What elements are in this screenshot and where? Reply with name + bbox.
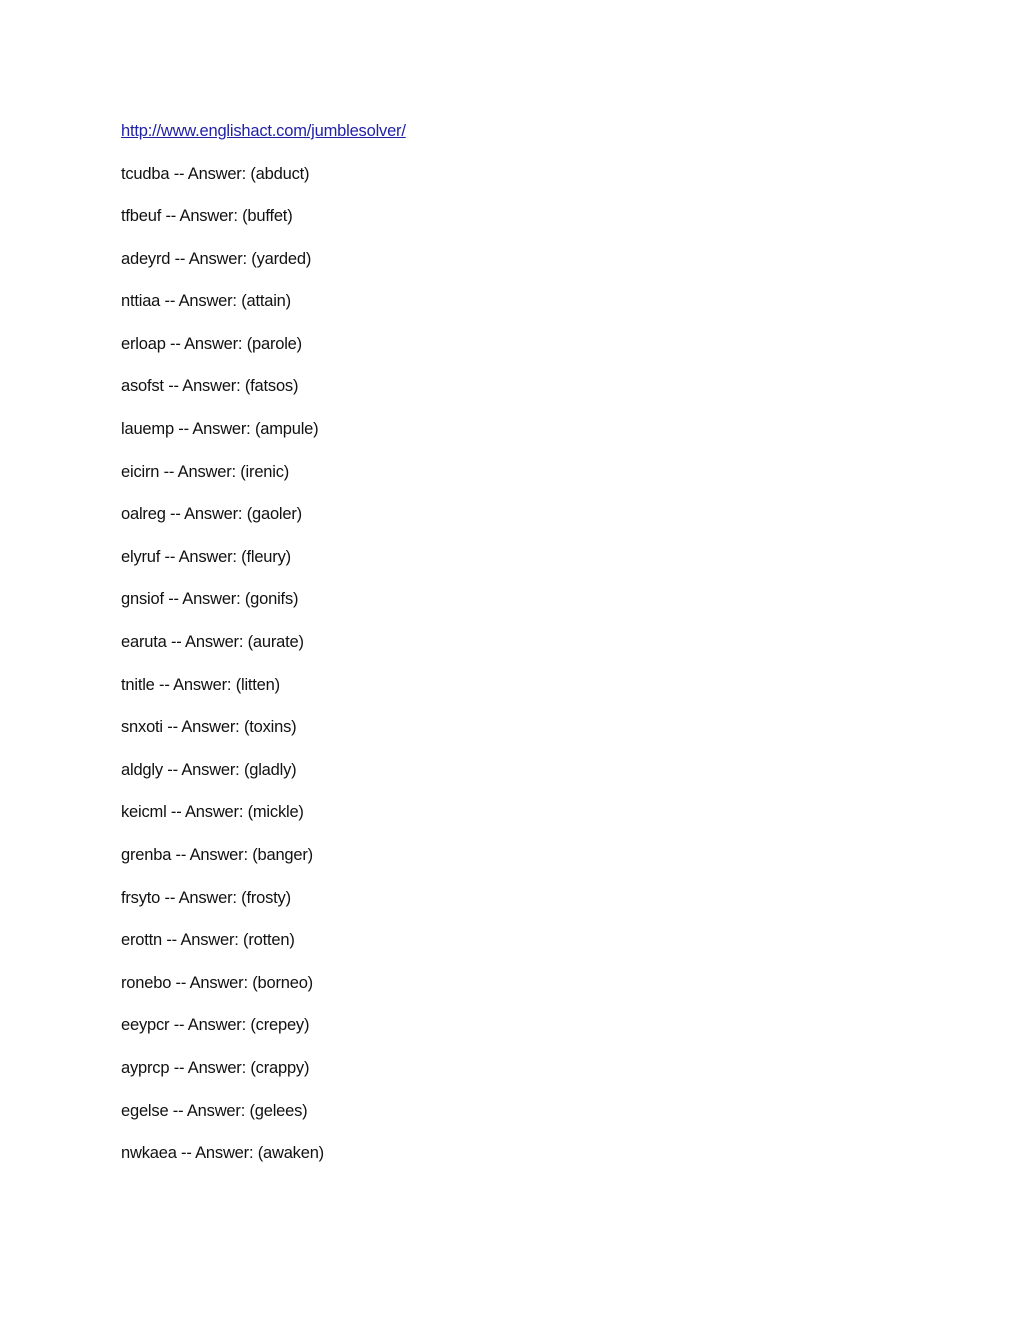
jumble-entry: eeypcr -- Answer: (crepey) [121, 1016, 310, 1035]
jumble-entry: nttiaa -- Answer: (attain) [121, 292, 291, 311]
jumble-solver-link[interactable]: http://www.englishact.com/jumblesolver/ [121, 122, 406, 140]
jumble-entry: keicml -- Answer: (mickle) [121, 803, 304, 822]
jumble-entry: tcudba -- Answer: (abduct) [121, 164, 310, 183]
jumble-entry: gnsiof -- Answer: (gonifs) [121, 590, 299, 609]
jumble-entry: frsyto -- Answer: (frosty) [121, 888, 291, 907]
jumble-entry: erloap -- Answer: (parole) [121, 334, 302, 353]
jumble-entry: nwkaea -- Answer: (awaken) [121, 1144, 324, 1163]
jumble-entry: earuta -- Answer: (aurate) [121, 633, 304, 652]
document-body [121, 118, 921, 1183]
jumble-entry: oalreg -- Answer: (gaoler) [121, 505, 302, 524]
jumble-entry: egelse -- Answer: (gelees) [121, 1101, 308, 1120]
jumble-entry: tnitle -- Answer: (litten) [121, 675, 280, 694]
jumble-entry: grenba -- Answer: (banger) [121, 846, 313, 864]
jumble-entry: tfbeuf -- Answer: (buffet) [121, 207, 293, 226]
jumble-entry: eicirn -- Answer: (irenic) [121, 462, 290, 481]
jumble-entry: adeyrd -- Answer: (yarded) [121, 249, 312, 268]
jumble-entry: elyruf -- Answer: (fleury) [121, 547, 291, 566]
jumble-entry: aldgly -- Answer: (gladly) [121, 760, 297, 779]
jumble-entry: erottn -- Answer: (rotten) [121, 931, 295, 950]
jumble-entry: ronebo -- Answer: (borneo) [121, 973, 313, 992]
jumble-entry: asofst -- Answer: (fatsos) [121, 377, 299, 396]
jumble-entry: ayprcp -- Answer: (crappy) [121, 1058, 310, 1077]
jumble-entry: snxoti -- Answer: (toxins) [121, 718, 297, 737]
jumble-entry: lauemp -- Answer: (ampule) [121, 420, 319, 439]
jumble-list [121, 161, 921, 1167]
